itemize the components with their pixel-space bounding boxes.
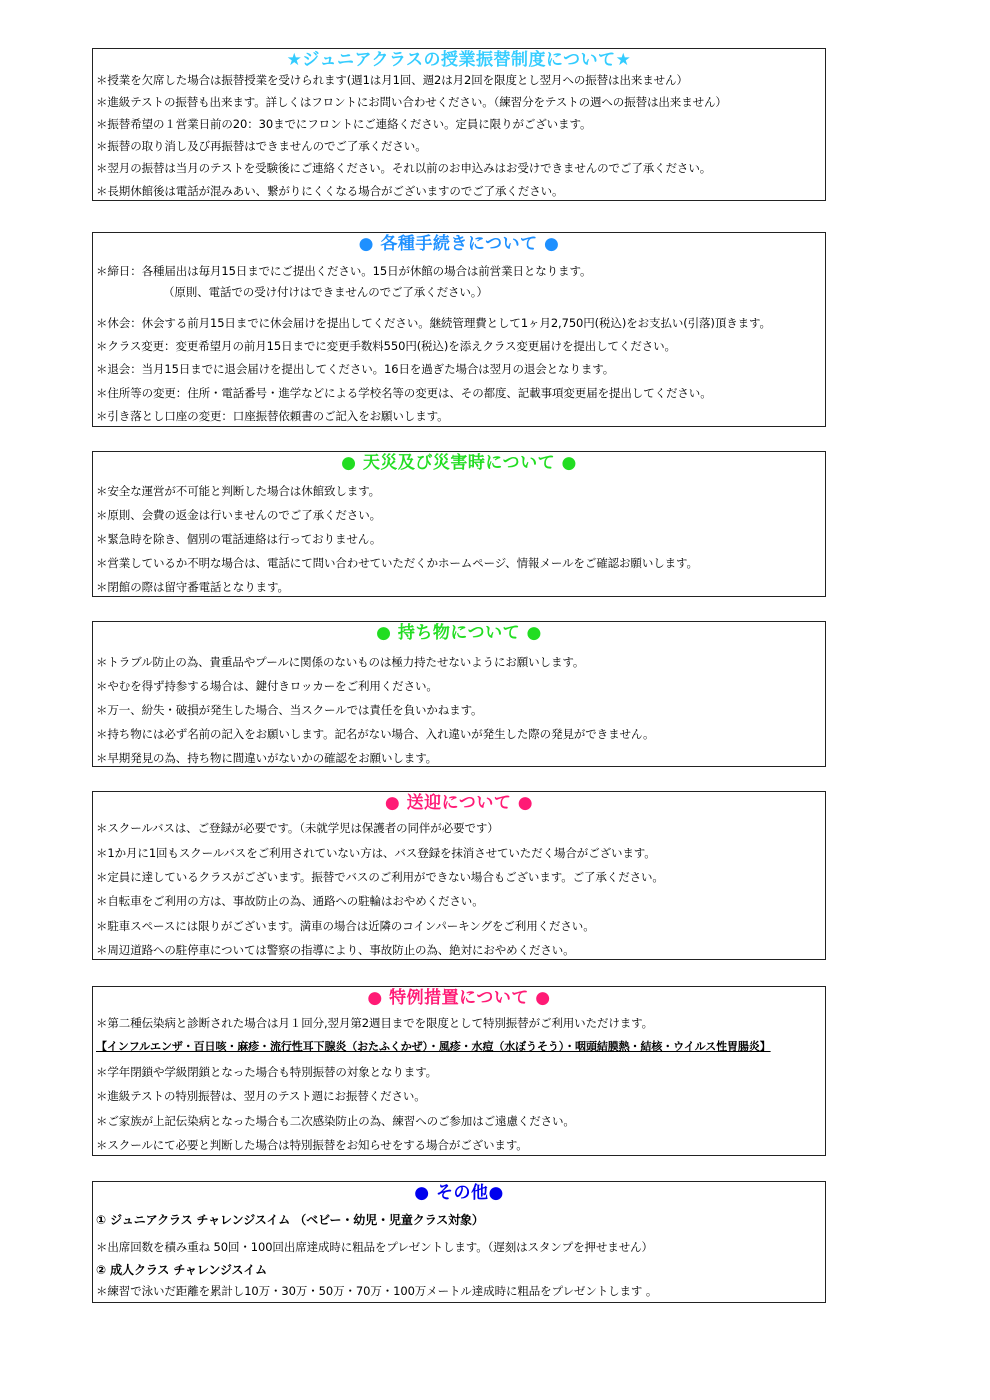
list-item: ＊営業しているか不明な場合は、電話にて問い合わせていただくかホームページ、情報メールをご確認お願いします。: [96, 556, 698, 570]
list-item: ＊安全な運営が不可能と判断した場合は休館致します。: [96, 484, 381, 498]
section-title: ● 天災及び災害時について ●: [341, 453, 577, 473]
section-disasters: [92, 451, 826, 597]
list-item: ＊定員に達しているクラスがございます。振替でバスのご利用ができない場合もございます。ご了承ください。: [96, 870, 664, 884]
list-item: ＊進級テストの特別振替は、翌月のテスト週にお振替ください。: [96, 1089, 426, 1103]
list-item: ＊スクールバスは、ご登録が必要です。（未就学児は保護者の同伴が必要です）: [96, 821, 499, 835]
list-item: ＊原則、会費の返金は行いませんのでご了承ください。: [96, 508, 381, 522]
section-title: ● 各種手続きについて ●: [358, 234, 560, 254]
list-item: ＊練習で泳いだ距離を累計し10万・30万・50万・70万・100万メートル達成時に粗品をプレゼントします 。: [96, 1284, 658, 1298]
section-title: ● 持ち物について ●: [376, 623, 542, 643]
list-item: ＊第二種伝染病と診断された場合は月１回分,翌月第2週目までを限度として特別振替がご利用いただけます。: [96, 1016, 654, 1030]
list-item: ＊クラス変更：変更希望月の前月15日までに変更手数料550円(税込)を添えクラス変更届けを提出してください。: [96, 339, 676, 353]
list-item: ＊振替の取り消し及び再振替はできませんのでご了承ください。: [96, 139, 427, 153]
list-item: ＊学年閉鎖や学級閉鎖となった場合も特別振替の対象となります。: [96, 1065, 438, 1079]
list-item: ＊授業を欠席した場合は振替授業を受けられます(週1は月1回、週2は月2回を限度とし翌月への振替は出来ません）: [96, 73, 688, 87]
section-other: [92, 1181, 826, 1303]
list-item: ＊やむを得ず持参する場合は、鍵付きロッカーをご利用ください。: [96, 679, 438, 693]
section-title: ● その他●: [414, 1183, 504, 1203]
section-title: ● 送迎について ●: [384, 793, 534, 813]
list-item: ＊ご家族が上記伝染病となった場合も二次感染防止の為、練習へのご参加はご遠慮ください。: [96, 1114, 575, 1128]
section-title: ● 特例措置について ●: [367, 988, 551, 1008]
section-title: ★ジュニアクラスの授業振替制度について★: [286, 50, 632, 70]
list-item: ＊駐車スペースには限りがございます。満車の場合は近隣のコインパーキングをご利用ください。: [96, 919, 595, 933]
list-item: ＊振替希望の１営業日前の20：30までにフロントにご連絡ください。定員に限りがございます。: [96, 117, 592, 131]
list-item: ＊休会：休会する前月15日までに休会届けを提出してください。継続管理費として1ヶ月2,750円(税込)をお支払い(引落)頂きます。: [96, 316, 771, 330]
section-special-measures: [92, 986, 826, 1156]
list-item: ＊翌月の振替は当月のテストを受験後にご連絡ください。それ以前のお申込みはお受けできませんのでご了承ください。: [96, 161, 712, 175]
list-item: ＊周辺道路への駐停車については警察の指導により、事故防止の為、絶対におやめください。: [96, 943, 575, 957]
list-item: ＊退会：当月15日までに退会届けを提出してください。16日を過ぎた場合は翌月の退会となります。: [96, 362, 615, 376]
list-item: ＊トラブル防止の為、貴重品やプールに関係のないものは極力持たせないようにお願いします。: [96, 655, 585, 669]
list-item: ＊閉館の際は留守番電話となります。: [96, 580, 289, 594]
section-belongings: [92, 621, 826, 767]
list-item: ＊持ち物には必ず名前の記入をお願いします。記名がない場合、入れ違いが発生した際の発見ができません。: [96, 727, 655, 741]
list-item: ＊進級テストの振替も出来ます。詳しくはフロントにお問い合わせください。（練習分をテストの週への振替は出来ません）: [96, 95, 727, 109]
list-item: ＊締日：各種届出は毎月15日までにご提出ください。15日が休館の場合は前営業日となります。: [96, 264, 592, 278]
disease-list: [96, 1039, 823, 1055]
section-procedures: [92, 232, 826, 427]
list-item: ＊緊急時を除き、個別の電話連絡は行っておりません。: [96, 532, 382, 546]
list-item: ＊自転車をご利用の方は、事故防止の為、通路への駐輪はおやめください。: [96, 894, 484, 908]
program-heading: ② 成人クラス チャレンジスイム: [96, 1263, 267, 1277]
list-item: ＊引き落とし口座の変更：口座振替依頼書のご記入をお願いします。: [96, 409, 449, 423]
list-item: ＊出席回数を積み重ね 50回・100回出席達成時に粗品をプレゼントします。（遅刻はスタンプを押せません）: [96, 1240, 653, 1254]
disease-list-text: 【インフルエンザ・百日咳・麻疹・流行性耳下腺炎（おたふくかぜ）・風疹・水痘（水ぼうそう）・咽頭結膜熱・結核・ウイルス性胃腸炎】: [96, 1040, 771, 1053]
list-item: ＊長期休館後は電話が混みあい、繋がりにくくなる場合がございますのでご了承ください。: [96, 184, 564, 198]
section-transport: [92, 791, 826, 960]
list-item: （原則、電話での受け付けはできませんのでご了承ください。）: [163, 285, 488, 299]
list-item: ＊住所等の変更：住所・電話番号・進学などによる学校名等の変更は、その都度、記載事項変更届を提出してください。: [96, 386, 712, 400]
list-item: ＊スクールにて必要と判断した場合は特別振替をお知らせをする場合がございます。: [96, 1138, 528, 1152]
section-makeup-lessons: [92, 48, 826, 201]
list-item: ＊早期発見の為、持ち物に間違いがないかの確認をお願いします。: [96, 751, 438, 765]
list-item: ＊万一、紛失・破損が発生した場合、当スクールでは責任を負いかねます。: [96, 703, 483, 717]
list-item: ＊1か月に1回もスクールバスをご利用されていない方は、バス登録を抹消させていただく場合がございます。: [96, 846, 656, 860]
program-heading: ① ジュニアクラス チャレンジスイム （ベビー・幼児・児童クラス対象）: [96, 1213, 484, 1227]
